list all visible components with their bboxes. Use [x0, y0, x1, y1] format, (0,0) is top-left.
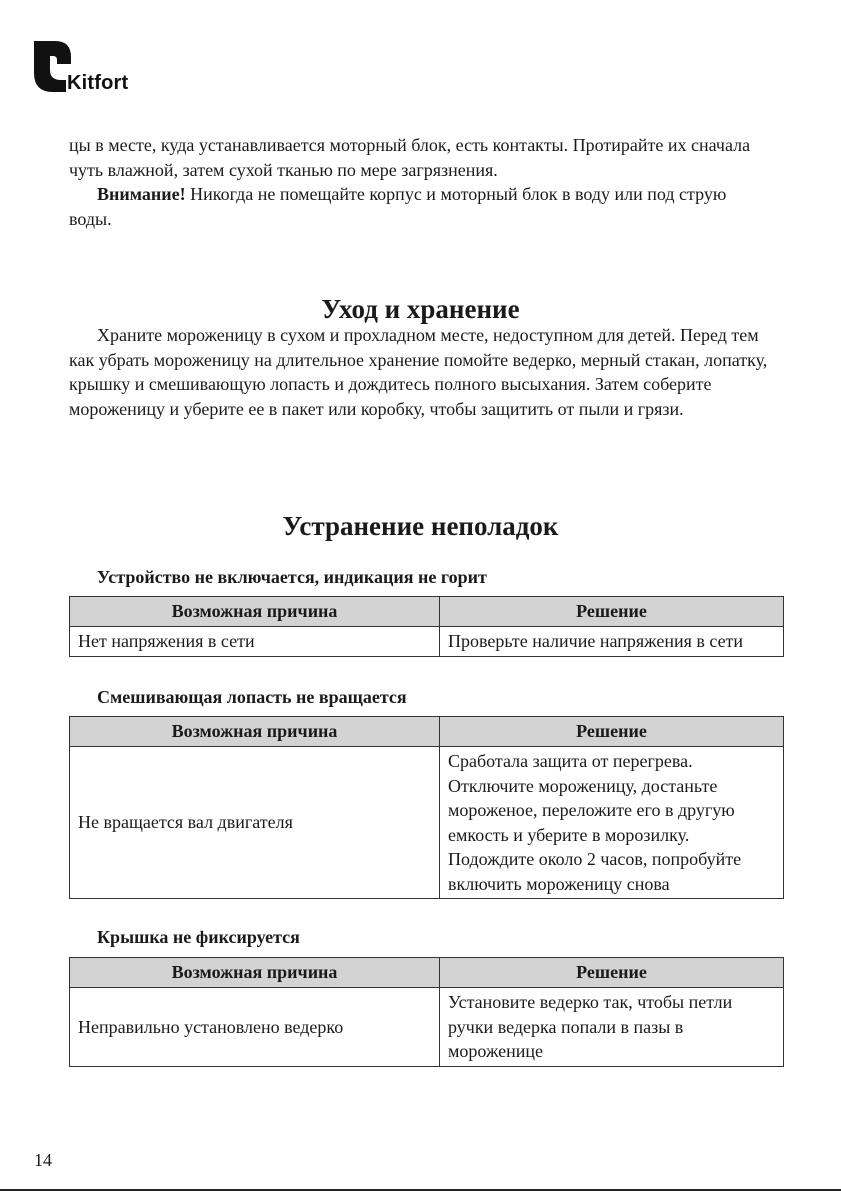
brand-logo [33, 40, 143, 96]
continuation-block [69, 133, 769, 231]
column-header-cause: Возможная причина [70, 958, 440, 988]
troubleshooting-title: Устранение неполадок [282, 511, 559, 541]
care-block [69, 323, 769, 421]
page-number: 14 [34, 1150, 52, 1170]
section-heading: Крышка не фиксируется [97, 927, 300, 947]
warning-label: Внимание! [97, 184, 186, 204]
cause-cell: Неправильно установлено ведерко [70, 988, 440, 1067]
solution-cell: Сработала защита от перегрева. Отключите мороженицу, достаньте мороженое, переложите его в другую емкость и уберите в морозилку. Подождите около 2 часов, попробуйте включить мороженицу снова [440, 747, 784, 899]
table-header-row [70, 717, 784, 747]
table-row [70, 627, 784, 657]
page-bottom-rule [0, 1189, 841, 1191]
table-header-row [70, 958, 784, 988]
solution-cell: Установите ведерко так, чтобы петли ручки ведерка попали в пазы в мороженице [440, 988, 784, 1067]
troubleshooting-table [69, 596, 784, 657]
column-header-cause: Возможная причина [70, 597, 440, 627]
care-title: Уход и хранение [321, 294, 520, 324]
table-row [70, 988, 784, 1067]
section-heading: Смешивающая лопасть не вращается [97, 687, 407, 707]
table-row [70, 747, 784, 899]
troubleshooting-table [69, 716, 784, 899]
troubleshooting-table [69, 957, 784, 1067]
column-header-solution: Решение [440, 717, 784, 747]
warning-text: Никогда не помещайте корпус и моторный блок в воду или под струю воды. [69, 184, 727, 229]
column-header-solution: Решение [440, 958, 784, 988]
column-header-cause: Возможная причина [70, 717, 440, 747]
table-header-row [70, 597, 784, 627]
brand-name: Kitfort [67, 72, 129, 94]
cause-cell: Не вращается вал двигателя [70, 747, 440, 899]
solution-cell: Проверьте наличие напряжения в сети [440, 627, 784, 657]
warning-paragraph [69, 182, 769, 231]
care-paragraph: Храните мороженицу в сухом и прохладном месте, недоступном для детей. Перед тем как убрать мороженицу на длительное хранение помойте ведерко, мерный стакан, лопатку, крышку и смешивающую лопасть и дождитесь полного высыхания. Затем соберите мороженицу и уберите ее в пакет или коробку, чтобы защитить от пыли и грязи. [69, 325, 768, 419]
cause-cell: Нет напряжения в сети [70, 627, 440, 657]
column-header-solution: Решение [440, 597, 784, 627]
continuation-paragraph: цы в месте, куда устанавливается моторный блок, есть контакты. Протирайте их сначала чуть влажной, затем сухой тканью по мере загрязнения. [69, 135, 751, 180]
section-heading: Устройство не включается, индикация не горит [97, 567, 487, 587]
